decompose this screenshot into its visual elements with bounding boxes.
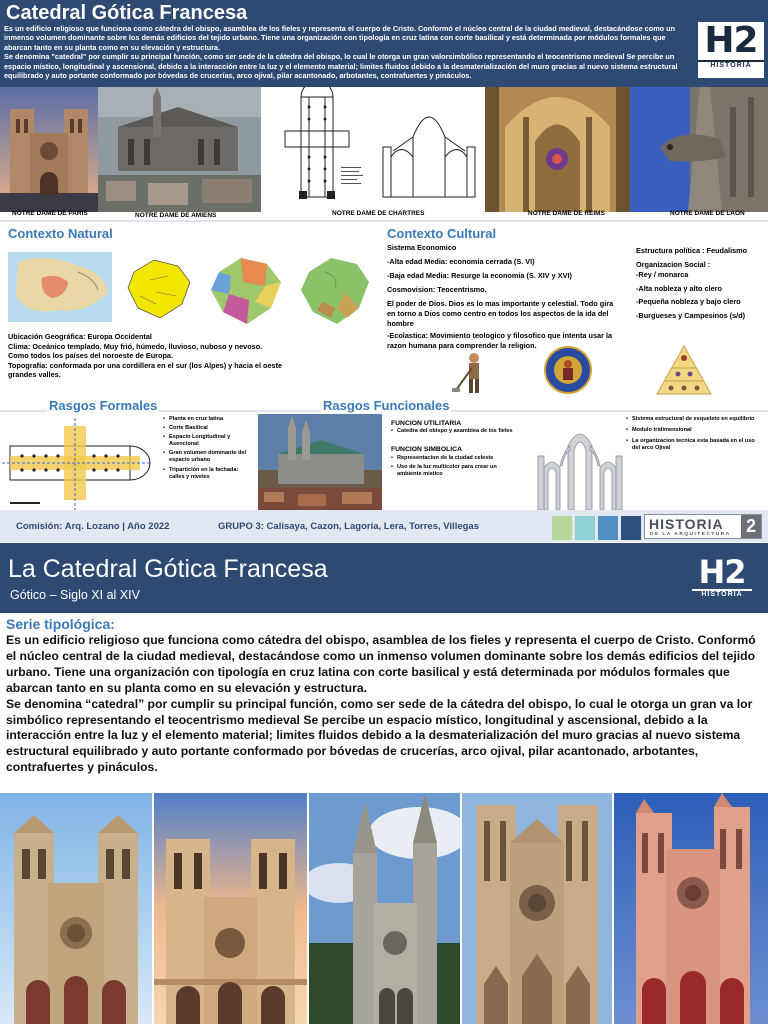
estructura-item: • La organizacion tecnica esta basada en el uso del arco Ojival bbox=[626, 438, 764, 452]
formales-item: • Gran volumen dominante del espacio urbano bbox=[163, 450, 255, 464]
poster1-header bbox=[0, 0, 768, 87]
poster1-title: Catedral Gótica Francesa bbox=[6, 2, 248, 24]
france-relief-map bbox=[295, 252, 375, 330]
funcion-simbolica-title: FUNCION SIMBOLICA bbox=[391, 446, 462, 453]
peasant-illustration bbox=[452, 350, 492, 398]
contexto-cultural-left bbox=[387, 243, 622, 351]
simbolica-item: • Uso de la luz multicolor para crear un ambiente mistico bbox=[391, 464, 501, 478]
cultural-line-4: Cosmovision: Teocentrismo. bbox=[387, 285, 487, 294]
poster1-footer bbox=[0, 510, 768, 542]
facade-photo-paris bbox=[154, 793, 307, 1024]
contexts-section bbox=[0, 220, 768, 410]
simbolica-item: • Representacion de la ciudad celeste bbox=[391, 455, 501, 462]
cathedral-photo-strip bbox=[0, 87, 768, 220]
utilitaria-item: • Catedra del obispo y asamblea de los fieles bbox=[391, 428, 526, 435]
historia-brand-num: 2 bbox=[741, 515, 761, 538]
rasgos-funcionales-heading: Rasgos Funcionales bbox=[323, 398, 450, 413]
photo-notre-dame-amiens bbox=[98, 87, 261, 212]
latin-cross-plan-drawing bbox=[2, 418, 152, 510]
structural-section-drawing bbox=[536, 416, 624, 510]
photo-notre-dame-laon bbox=[630, 87, 768, 212]
cultural-line-5: El poder de Dios. Dios es lo mas importante y celestial. Todo gira en torno a Dios como centro en todos los aspectos de la ida del hombre bbox=[387, 299, 614, 328]
formales-list bbox=[163, 416, 255, 483]
contexto-cultural-right bbox=[636, 246, 766, 321]
swatch-1 bbox=[552, 516, 572, 540]
poster2-subtitle: Gótico – Siglo XI al XIV bbox=[10, 588, 140, 602]
h2-logo-sub: HISTORIA bbox=[698, 60, 764, 69]
medieval-medallion bbox=[544, 346, 592, 394]
cultural-line-2: -Alta edad Media: economia cerrada (S. VI) bbox=[387, 257, 535, 266]
natural-line-2: Clima: Oceánico templado. Muy frió, húmedo, lluvioso, nuboso y nevoso. bbox=[8, 341, 263, 351]
funcion-utilitaria-title: FUNCION UTILITARIA bbox=[391, 420, 462, 427]
facade-photo-reims bbox=[462, 793, 612, 1024]
facade-photo-chartres bbox=[309, 793, 460, 1024]
facade-photo-amiens bbox=[614, 793, 768, 1024]
swatch-2 bbox=[575, 516, 595, 540]
caption-amiens: NOTRE DAME DE AMIENS bbox=[135, 212, 217, 219]
contexto-cultural-heading: Contexto Cultural bbox=[387, 226, 497, 241]
h2-logo-mark: H2 bbox=[704, 20, 758, 61]
political-line-3: -Rey / monarca bbox=[636, 270, 689, 279]
caption-laon: NOTRE DAME DE LAON bbox=[670, 210, 745, 217]
rasgos-section bbox=[0, 398, 768, 510]
poster1-intro bbox=[4, 24, 694, 80]
simbolica-list bbox=[391, 455, 501, 480]
estructura-item: • Modulo tridimensional bbox=[626, 427, 764, 434]
natural-line-1: Ubicación Geográfica: Europa Occidental bbox=[8, 332, 152, 341]
h2-logo-2-sub: HISTORIA bbox=[692, 589, 752, 598]
drawing-section-chartres bbox=[373, 87, 485, 212]
rasgos-formales-heading: Rasgos Formales bbox=[49, 398, 158, 413]
caption-reims: NOTRE DAME DE REIMS bbox=[528, 210, 605, 217]
poster2-header bbox=[0, 543, 768, 613]
photo-notre-dame-reims bbox=[485, 87, 630, 212]
estructura-list bbox=[626, 416, 764, 454]
serie-para-2: Se denomina “catedral” por cumplir su principal función, como ser sede de la cátedra del obispo, lo cual le otorga un gran va lor simbólico representando el teocentrismo medieval Se percibe un espacio místico, longitudinal y ascensional, debido a la interacción entre la luz y el elemento material; limites fluidos debido a la desmaterialización del muro gracias al nuevo sistema estructural equilibrado y auto portante conformado por bóvedas de crucerías, arco ojival, pilar acantonado, arbotantes, contrafuertes y pináculos. bbox=[6, 696, 753, 775]
contexto-natural-text bbox=[8, 332, 308, 380]
cultural-line-6: -Ecolastica: Movimiento teologico y filosofico que intenta usar la razon humana para comprender la religion. bbox=[387, 331, 613, 350]
contexto-natural-heading: Contexto Natural bbox=[8, 226, 113, 241]
political-line-1: Estructura política : Feudalismo bbox=[636, 246, 748, 255]
cultural-line-1: Sistema Economico bbox=[387, 243, 457, 252]
h2-logo-2-mark: H2 bbox=[698, 553, 746, 591]
facade-photo-laon bbox=[0, 793, 152, 1024]
historia-brand-text: HISTORIA bbox=[649, 516, 724, 532]
serie-para-1: Es un edificio religioso que funciona como cátedra del obispo, asamblea de los fieles y representa el cuerpo de Cristo. Conformó el núcleo central de la ciudad medieval, destacándose como un inmenso volumen dominante sobre los demás edificios del tejido urbano. Tiene una organización con tipología en cruz latina con corte basilical y está determinada por módulos formales que abarcan tanto en su planta como en su elevación y estructura. bbox=[6, 633, 756, 695]
caption-paris: NOTRE DAME DE PARIS bbox=[12, 210, 88, 217]
natural-line-3: Como todos los países del noroeste de Europa. bbox=[8, 351, 174, 360]
formales-item: • Planta en cruz latina bbox=[163, 416, 255, 423]
poster1-intro-2: Se denomina "catedral" por cumplir su principal función, como ser sede de la cátedra del obispo, lo cual le otorga un gran valorsimbólico representando el teocentrismo medieval Se percibe un espacio místico, longitudinal y ascensional, debido a la interacción entre la luz y el elemento material; limites fluidos debido a la desmaterialización del muro gracias al nuevo sistema estructural equilibrado y auto portante conformado por bóvedas de crucerías, arco ojival, pilar acantonado, arbotantes, contrafuertes y pináculos. bbox=[4, 52, 678, 81]
formales-item: • Corte Basilical bbox=[163, 425, 255, 432]
europe-map bbox=[8, 252, 112, 322]
political-line-5: -Pequeña nobleza y bajo clero bbox=[636, 297, 741, 306]
estructura-item: • Sistema estructural de esqueleto en equilibrio bbox=[626, 416, 764, 423]
feudal-pyramid bbox=[655, 344, 713, 396]
photo-notre-dame-paris bbox=[0, 87, 98, 212]
france-yellow-map bbox=[120, 252, 198, 326]
h2-logo-2 bbox=[692, 555, 752, 605]
h2-logo bbox=[698, 22, 764, 78]
historia-brand-sub: DE LA ARQUITECTURA bbox=[650, 532, 731, 537]
poster2-title: La Catedral Gótica Francesa bbox=[8, 555, 328, 583]
swatch-3 bbox=[598, 516, 618, 540]
france-geology-map bbox=[205, 252, 287, 330]
utilitaria-list bbox=[391, 428, 526, 437]
historia-brand bbox=[644, 514, 762, 539]
serie-tipologica-text bbox=[6, 633, 762, 776]
drawing-plan-chartres bbox=[261, 87, 373, 212]
grupo-text: GRUPO 3: Calisaya, Cazon, Lagoria, Lera, Torres, Villegas bbox=[218, 521, 479, 532]
political-line-4: -Alta nobleza y alto clero bbox=[636, 283, 722, 293]
comision-text: Comisión: Arq. Lozano | Año 2022 bbox=[16, 521, 170, 532]
caption-chartres: NOTRE DAME DE CHARTRES bbox=[332, 210, 425, 217]
chartres-aerial-photo bbox=[258, 414, 382, 510]
political-line-2: Organizacion Social : bbox=[636, 259, 711, 269]
formales-item: • Espacio Longitudinal y Asencional bbox=[163, 434, 255, 448]
formales-item: • Triparticiòn en la fachada: calles y niveles bbox=[163, 467, 255, 481]
political-line-6: -Burgueses y Campesinos (s/d) bbox=[636, 310, 746, 320]
serie-tipologica-heading: Serie tipológica: bbox=[6, 616, 115, 632]
natural-line-4: Topografía: conformada por una cordillera en el sur (los Alpes) y hacia el oeste grandes valles. bbox=[8, 360, 283, 379]
poster1-intro-1: Es un edificio religioso que funciona como cátedra del obispo, asamblea de los fieles y representa el cuerpo de Cristo. Conformó el núcleo central de la ciudad medieval, destacándose como un inmenso volumen dominante sobre los demás edificios del tejido urbano. Tiene una organización con tipología en cruz latina con corte basilical y está determinada por módulos formales que abarcan tanto en su planta como en su elevación y estructura. bbox=[4, 24, 676, 52]
swatch-4 bbox=[621, 516, 641, 540]
cultural-line-3: -Baja edad Media: Resurge la economia (S. XIV y XVI) bbox=[387, 271, 572, 280]
